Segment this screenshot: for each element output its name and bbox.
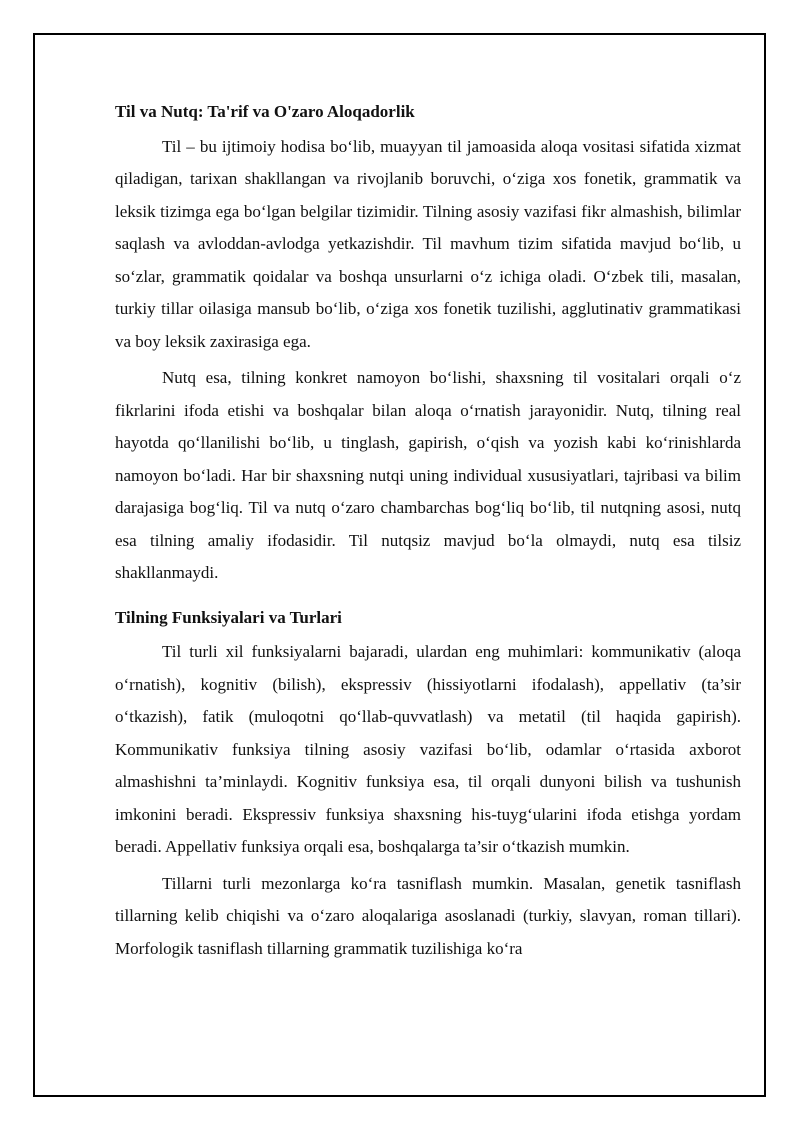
document-body <box>115 96 741 969</box>
paragraph-language-functions: Til turli xil funksiyalarni bajaradi, ulardan eng muhimlari: kommunikativ (aloqa o‘rnatish), kognitiv (bilish), ekspressiv (hissiyotlarni ifodalash), appellativ (ta’sir o‘tkazish), fatik (muloqotni qo‘llab-quvvatlash) va metatil (til haqida gapirish). Kommunikativ funksiya tilning asosiy vazifasi bo‘lib, odamlar o‘rtasida axborot almashishni ta’minlaydi. Kognitiv funksiya esa, til orqali dunyoni bilish va tushunish imkonini beradi. Ekspressiv funksiya shaxsning his-tuyg‘ularini ifoda etishga yordam beradi. Appellativ funksiya orqali esa, boshqalarga ta’sir o‘tkazish mumkin. <box>115 642 741 856</box>
paragraph-language-definition: Til – bu ijtimoiy hodisa bo‘lib, muayyan til jamoasida aloqa vositasi sifatida xizmat qiladigan, tarixan shakllangan va rivojlanib boruvchi, o‘ziga xos fonetik, grammatik va leksik tizimga ega bo‘lgan belgilar tizimidir. Tilning asosiy vazifasi fikr almashish, bilimlar saqlash va avloddan-avlodga yetkazishdir. Til mavhum tizim sifatida mavjud bo‘lib, u so‘zlar, grammatik qoidalar va boshqa unsurlarni o‘z ichiga oladi. O‘zbek tili, masalan, turkiy tillar oilasiga mansub bo‘lib, o‘ziga xos fonetik tuzilishi, agglutinativ grammatikasi va boy leksik zaxirasiga ega. <box>115 136 741 351</box>
paragraph-speech-definition: Nutq esa, tilning konkret namoyon bo‘lishi, shaxsning til vositalari orqali o‘z fikrlarini ifoda etishi va boshqalar bilan aloqa o‘rnatish jarayonidir. Nutq, tilning real hayotda qo‘llanilishi bo‘lib, u tinglash, gapirish, o‘qish va yozish kabi ko‘rinishlarda namoyon bo‘ladi. Har bir shaxsning nutqi uning individual xususiyatlari, tajribasi va bilim darajasiga bog‘liq. Til va nutq o‘zaro chambarchas bog‘liq bo‘lib, til nutqning asosi, nutq esa tilning amaliy ifodasidir. Til nutqsiz mavjud bo‘la olmaydi, nutq esa tilsiz shakllanmaydi. <box>115 368 741 582</box>
paragraph-language-classification: Tillarni turli mezonlarga ko‘ra tasniflash mumkin. Masalan, genetik tasniflash tillarning kelib chiqishi va o‘zaro aloqalariga asoslanadi (turkiy, slavyan, roman tillari). Morfologik tasniflash tillarning grammatik tuzilishiga ko‘ra <box>115 873 741 958</box>
section-heading-language-functions: Tilning Funksiyalari va Turlari <box>115 607 342 627</box>
section-heading-language-and-speech: Til va Nutq: Ta'rif va O'zaro Aloqadorlik <box>115 102 415 121</box>
